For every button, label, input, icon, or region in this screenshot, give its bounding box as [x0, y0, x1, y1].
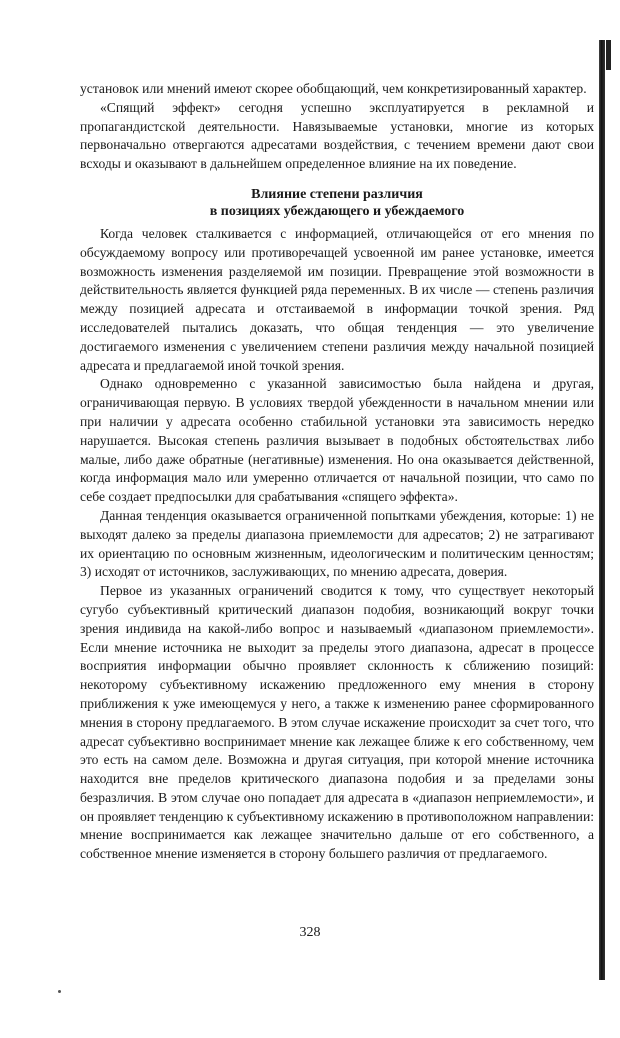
paragraph-body-1: Когда человек сталкивается с информацией, отличающейся от его мнения по обсуждаемому вопросу или противоречащей усвоенной им ранее установке, имеется возможность изменения разделяемой им позиции. Превращение этой возможности в действительность является функцией ряда переменных. В их числе — степень различия между позицией адресата и отстаиваемой в информации точкой зрения. Ряд исследователей пытались доказать, что общая тенденция — это увеличение достигаемого изменения с увеличением степени различия между начальной позицией адресата и предлагаемой иной точкой зрения. — [80, 225, 594, 373]
page-number: 328 — [299, 925, 321, 940]
section-heading — [80, 186, 594, 220]
heading-line-1: Влияние степени различия — [251, 186, 423, 202]
paragraph-continuation: установок или мнений имеют скорее обобщающий, чем конкретизированный характер. — [80, 81, 587, 96]
scan-speck — [58, 990, 61, 993]
heading-line-2: в позициях убеждающего и убеждаемого — [209, 203, 465, 219]
page-edge-mark — [606, 40, 611, 70]
paragraph-sleeper-effect: «Спящий эффект» сегодня успешно эксплуатируется в рекламной и пропагандистской деятельности. Навязываемые установки, многие из которых первоначально отвергаются адресатами воздействия, с течением времени дают свои всходы и оказывают в дальнейшем определенное влияние на их поведение. — [80, 99, 594, 172]
document-page — [80, 80, 594, 864]
paragraph-body-3: Данная тенденция оказывается ограниченной попытками убеждения, которые: 1) не выходят далеко за пределы диапазона приемлемости для адресатов; 2) не затрагивают их ориентацию по основным жизненным, идеологическим и политическим ценностям; 3) исходят от источников, заслуживающих, по мнению адресата, доверия. — [80, 507, 594, 580]
paragraph-body-4: Первое из указанных ограничений сводится к тому, что существует некоторый сугубо субъективный критический диапазон подобия, возникающий вокруг точки зрения индивида на какой-либо вопрос и называемый «диапазоном приемлемости». Если мнение источника не выходит за пределы этого диапазона, адресат в процессе восприятия информации обычно проявляет склонность к сближению позиций: некоторому субъективному искажению предложенного ему мнения в сторону приближения к уже имеющемуся у него, а также к изменению ранее сформированного мнения в сторону предлагаемого. В этом случае искажение происходит за счет того, что адресат субъективно воспринимает мнение как лежащее ближе к его собственному, чем это есть на самом деле. Возможна и другая ситуация, при которой мнение источника находится вне пределов критического диапазона подобия и за пределами зоны безразличия. В этом случае оно попадает для адресата в «диапазон неприемлемости», и он проявляет тенденцию к субъективному искажению в противоположном направлении: мнение воспринимается как лежащее значительно дальше от его собственного, а собственное мнение изменяется в сторону большего различия от предлагаемого. — [80, 583, 594, 862]
page-edge-shadow — [599, 40, 605, 980]
paragraph-body-2: Однако одновременно с указанной зависимостью была найдена и другая, ограничивающая первую. В условиях твердой убежденности в начальном мнении или при наличии у адресата особенно стабильной установки эта зависимость нередко нарушается. Высокая степень различия вызывает в подобных обстоятельствах либо малые, либо даже обратные (негативные) изменения. Но она оказывается действенной, когда информация мало или умеренно отличается от начальной позиции, что само по себе создает предпосылки для срабатывания «спящего эффекта». — [80, 376, 594, 505]
